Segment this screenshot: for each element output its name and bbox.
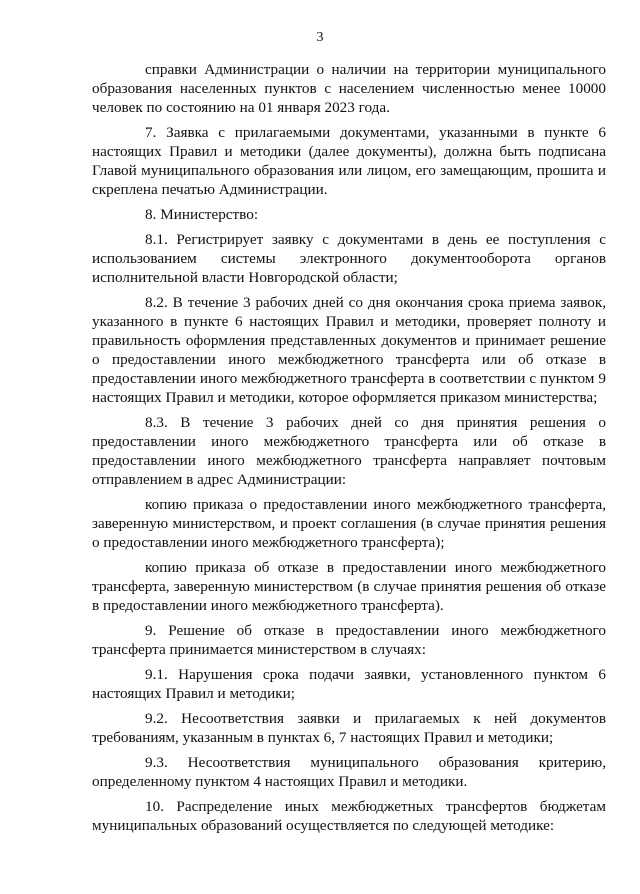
paragraph-item-9-3: 9.3. Несоответствия муниципального образования критерию, определенному пунктом 4 настоящих Правил и методики. bbox=[92, 754, 606, 790]
paragraph-item-8-3: 8.3. В течение 3 рабочих дней со дня принятия решения о предоставлении иного межбюджетного трансферта или об отказе в предоставлении иного межбюджетного трансферта направляет почтовым отправлением в адрес Администрации: bbox=[92, 414, 606, 488]
document-body bbox=[92, 60, 606, 835]
paragraph-item-9: 9. Решение об отказе в предоставлении иного межбюджетного трансферта принимается министерством в случаях: bbox=[92, 622, 606, 658]
paragraph-item-8-3-b: копию приказа об отказе в предоставлении иного межбюджетного трансферта, заверенную министерством (в случае принятия решения об отказе в предоставлении иного межбюджетного трансферта). bbox=[92, 559, 606, 614]
paragraph-item-9-2: 9.2. Несоответствия заявки и прилагаемых к ней документов требованиям, указанным в пунктах 6, 7 настоящих Правил и методики; bbox=[92, 710, 606, 746]
paragraph-item-8-3-a: копию приказа о предоставлении иного межбюджетного трансферта, заверенную министерством, и проект соглашения (в случае принятия решения о предоставлении иного межбюджетного трансферта); bbox=[92, 496, 606, 551]
page-number: 3 bbox=[316, 30, 324, 45]
paragraph-item-9-1: 9.1. Нарушения срока подачи заявки, установленного пунктом 6 настоящих Правил и методики; bbox=[92, 666, 606, 702]
paragraph-item-10: 10. Распределение иных межбюджетных трансфертов бюджетам муниципальных образований осуществляется по следующей методике: bbox=[92, 798, 606, 834]
paragraph-item-8-2: 8.2. В течение 3 рабочих дней со дня окончания срока приема заявок, указанного в пункте 6 настоящих Правил и методики, проверяет полноту и правильность оформления представленных документов и принимает решение о предоставлении иного межбюджетного трансферта или об отказе в предоставлении иного межбюджетного трансферта в соответствии с пунктом 9 настоящих Правил и методики, которое оформляется приказом министерства; bbox=[92, 294, 606, 406]
paragraph-item-8-1: 8.1. Регистрирует заявку с документами в день ее поступления с использованием системы электронного документооборота органов исполнительной власти Новгородской области; bbox=[92, 231, 606, 286]
paragraph-item-7: 7. Заявка с прилагаемыми документами, указанными в пункте 6 настоящих Правил и методики (далее документы), должна быть подписана Главой муниципального образования или лицом, его замещающим, прошита и скреплена печатью Администрации. bbox=[92, 124, 606, 198]
paragraph-item-8: 8. Министерство: bbox=[145, 206, 259, 223]
paragraph-continuation: справки Администрации о наличии на территории муниципального образования населенных пунктов с населением численностью менее 10000 человек по состоянию на 01 января 2023 года. bbox=[92, 61, 606, 116]
